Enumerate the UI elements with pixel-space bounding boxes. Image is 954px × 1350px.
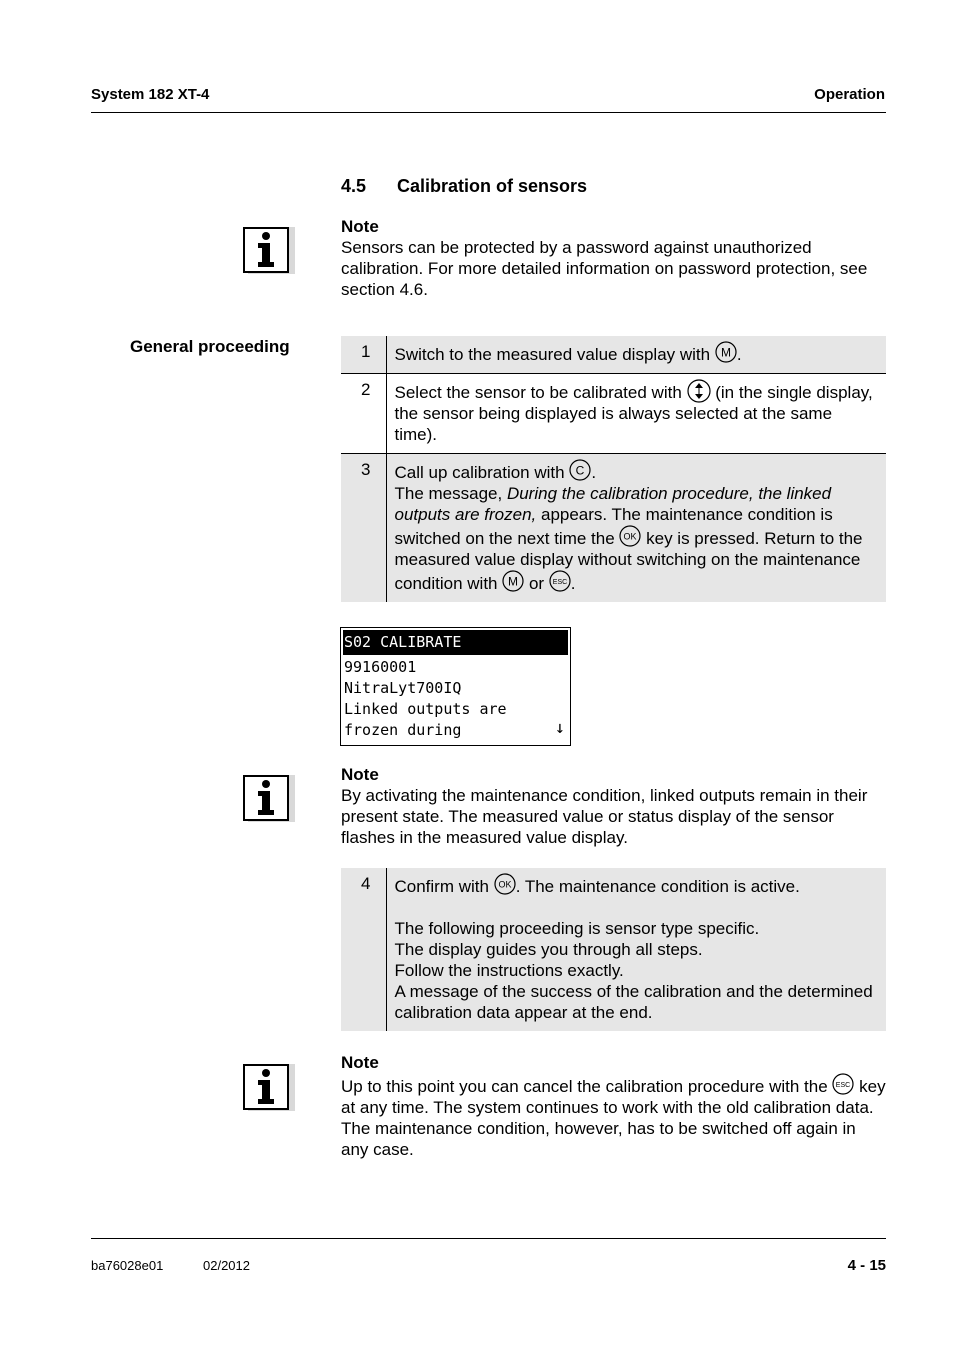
key-label: OK — [623, 531, 637, 542]
c-key-icon — [569, 459, 591, 481]
message-text: During the calibration procedure, the linked outputs are frozen, — [394, 484, 832, 524]
step-text-part: key is pressed. Return to the measured value display without switching on the maintenance condition with — [394, 529, 863, 593]
note-title: Note — [341, 765, 379, 784]
step-text — [386, 454, 886, 603]
step-number: 4 — [341, 868, 386, 1031]
footer-doc-number: ba76028e01 — [91, 1258, 164, 1273]
display-line: frozen during — [344, 721, 462, 739]
note-title: Note — [341, 1053, 379, 1072]
section-number: 4.5 — [341, 176, 367, 196]
footer-rule — [91, 1238, 886, 1239]
note-text: Sensors can be protected by a password against unauthorized calibration. For more detailed information on password protection, see section 4.6. — [341, 238, 868, 299]
step-text-part: or — [524, 574, 549, 593]
step-text-part: appears. The maintenance condition is switched on the next time the — [394, 505, 833, 548]
page-number: 4 - 15 — [847, 1257, 886, 1274]
step-row — [341, 336, 886, 374]
key-label: ESC — [836, 1082, 851, 1089]
step-text — [386, 868, 886, 1031]
info-icon — [243, 1059, 295, 1111]
step-row — [341, 868, 886, 1031]
device-display — [340, 627, 571, 746]
key-label: OK — [498, 879, 512, 890]
step-text-part: . The maintenance condition is active. — [515, 877, 800, 896]
step-text — [386, 374, 886, 454]
step-line: The display guides you through all steps. — [394, 940, 703, 959]
step-row — [341, 374, 886, 454]
step-number: 1 — [341, 336, 386, 374]
display-line: NitraLyt700IQ — [344, 679, 462, 697]
step-text-part: Call up calibration with — [394, 463, 565, 482]
step-text-part: Switch to the measured value display with — [394, 345, 711, 364]
m-key-icon — [502, 570, 524, 592]
up-down-key-icon — [687, 379, 711, 403]
step-row — [341, 454, 886, 603]
esc-key-icon — [549, 570, 571, 592]
section-title: Calibration of sensors — [397, 176, 588, 196]
steps-table-2 — [341, 868, 886, 1031]
step-text-part: The message, — [394, 484, 507, 503]
esc-key-icon — [832, 1073, 854, 1095]
footer-date: 02/2012 — [203, 1258, 250, 1273]
display-line: 99160001 — [344, 658, 417, 676]
display-line: Linked outputs are — [344, 700, 507, 718]
key-label: M — [720, 345, 731, 360]
step-line: The following proceeding is sensor type specific. — [394, 919, 760, 938]
scroll-down-arrow-icon: ↓ — [554, 718, 565, 738]
step-number: 2 — [341, 374, 386, 454]
steps-table — [341, 336, 886, 602]
step-text-part: Confirm with — [394, 877, 489, 896]
note-text: key at any time. The system continues to work with the old calibration data. The maintenance condition, however, has to be switched off again in any case. — [341, 1077, 886, 1159]
note-text: By activating the maintenance condition, linked outputs remain in their present state. The measured value or status display of the sensor flashes in the measured value display. — [341, 786, 868, 847]
header-title: System 182 XT-4 — [91, 86, 210, 103]
step-number: 3 — [341, 454, 386, 603]
side-label: General proceeding — [130, 337, 290, 356]
ok-key-icon — [494, 873, 516, 895]
key-label: ESC — [552, 579, 567, 586]
section-heading — [341, 176, 587, 197]
header-chapter: Operation — [814, 86, 885, 103]
step-text-part: . — [570, 574, 576, 593]
note-title: Note — [341, 217, 379, 236]
note-maintenance — [341, 764, 886, 848]
step-text-part: (in the single display, the sensor being displayed is always selected at the same time). — [394, 383, 873, 444]
step-line: A message of the success of the calibration and the determined calibration data appear at the end. — [394, 982, 873, 1022]
note-password — [341, 216, 886, 300]
step-text-part: . — [736, 345, 742, 364]
m-key-icon — [715, 341, 737, 363]
key-label: M — [508, 574, 519, 589]
note-cancel — [341, 1052, 886, 1160]
step-line: Follow the instructions exactly. — [394, 961, 624, 980]
info-icon — [243, 770, 295, 822]
display-header: S02 CALIBRATE — [343, 630, 568, 655]
step-text — [386, 336, 886, 374]
key-label: C — [575, 463, 585, 478]
ok-key-icon — [619, 525, 641, 547]
step-text-part: . — [591, 463, 597, 482]
step-text-part: Select the sensor to be calibrated with — [394, 383, 682, 402]
header-rule — [91, 112, 886, 113]
note-text: Up to this point you can cancel the calibration procedure with the — [341, 1077, 833, 1096]
info-icon — [243, 222, 295, 274]
